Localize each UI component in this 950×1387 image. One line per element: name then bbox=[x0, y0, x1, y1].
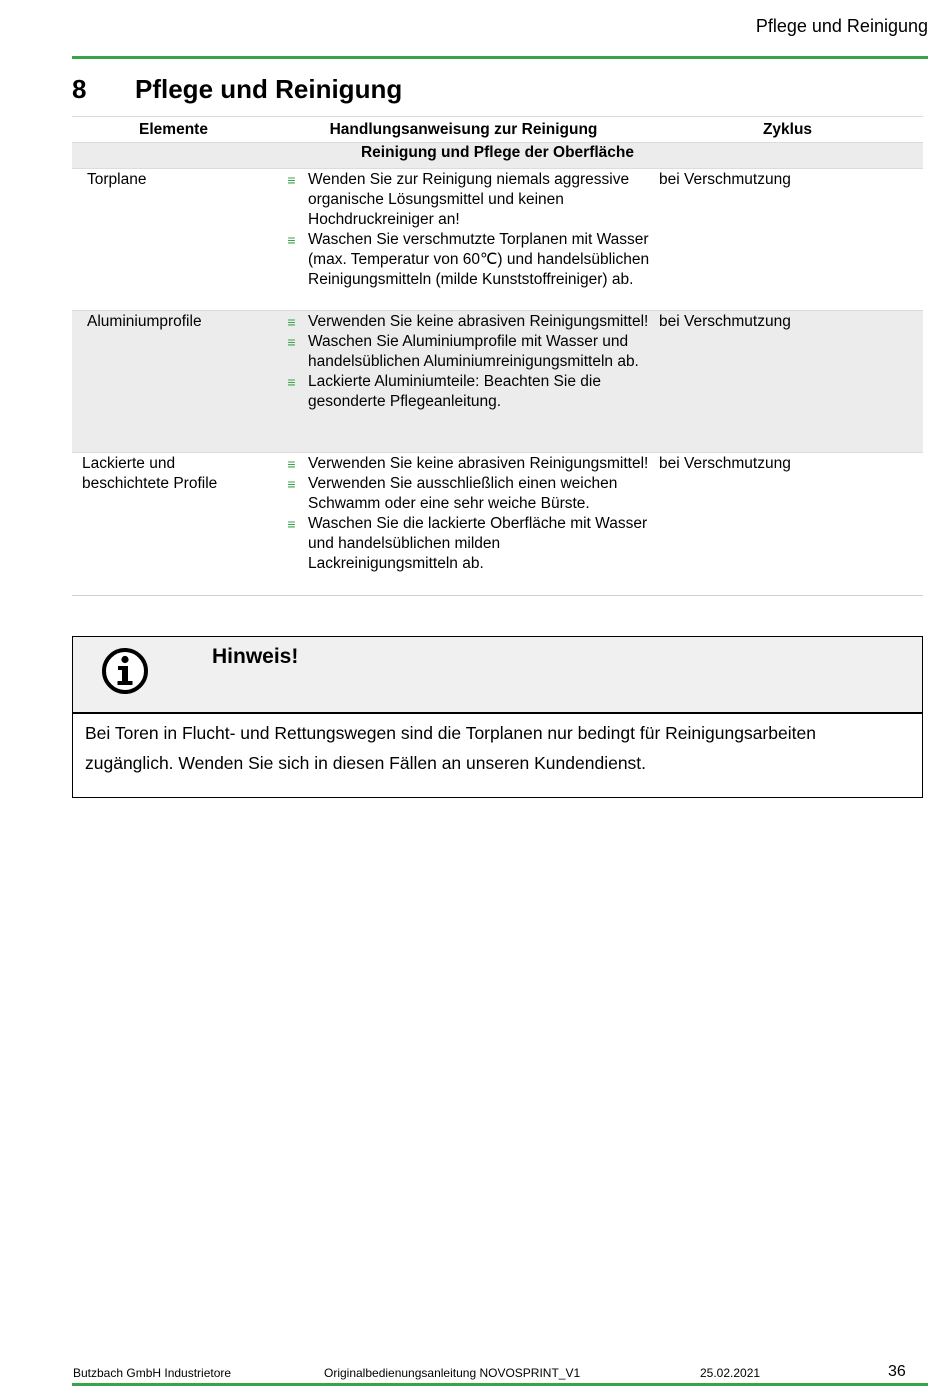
column-header-cycle: Zyklus bbox=[652, 117, 923, 143]
table-row bbox=[72, 169, 923, 311]
instruction-text: Verwenden Sie ausschließlich einen weichen Schwamm oder eine sehr weiche Bürste. bbox=[308, 475, 618, 512]
list-item bbox=[275, 230, 652, 290]
footer-company: Butzbach GmbH Industrietore bbox=[73, 1366, 232, 1380]
bullet-icon: ≡ bbox=[287, 232, 296, 248]
instruction-text: Lackierte Aluminiumteile: Beachten Sie die gesonderte Pflegeanleitung. bbox=[308, 373, 601, 410]
footer-date: 25.02.2021 bbox=[700, 1366, 761, 1380]
bullet-icon: ≡ bbox=[287, 476, 296, 492]
table-row bbox=[72, 453, 923, 596]
table-header-row bbox=[72, 117, 923, 143]
note-text: Bei Toren in Flucht- und Rettungswegen sind die Torplanen nur bedingt für Reinigungsarbeiten bbox=[85, 723, 816, 743]
column-header-elements: Elemente bbox=[72, 117, 275, 143]
section-heading: Reinigung und Pflege der Oberfläche bbox=[72, 143, 923, 169]
section-row bbox=[72, 143, 923, 169]
note-title: Hinweis! bbox=[212, 645, 299, 668]
element-name: Lackierte und bbox=[82, 455, 176, 472]
chapter-number: 8 bbox=[72, 74, 87, 104]
note-body bbox=[73, 714, 922, 778]
instruction-text: Waschen Sie Aluminiumprofile mit Wasser und handelsüblichen Aluminiumreinigungsmitteln ab. bbox=[308, 333, 639, 370]
bullet-icon: ≡ bbox=[287, 456, 296, 472]
list-item bbox=[275, 170, 652, 230]
running-header: Pflege und Reinigung bbox=[755, 16, 928, 36]
column-header-instructions: Handlungsanweisung zur Reinigung bbox=[275, 117, 652, 143]
cycle-cell bbox=[652, 311, 923, 453]
list-item bbox=[275, 332, 652, 372]
element-cell bbox=[72, 311, 275, 453]
cleaning-table bbox=[72, 116, 923, 596]
instruction-cell bbox=[275, 453, 652, 596]
instruction-list bbox=[275, 169, 652, 290]
cycle-text: bei Verschmutzung bbox=[659, 313, 791, 330]
instruction-text: Wenden Sie zur Reinigung niemals aggressive organische Lösungsmittel und keinen Hochdruckreiniger an! bbox=[308, 171, 630, 228]
bullet-icon: ≡ bbox=[287, 314, 296, 330]
note-header bbox=[73, 637, 922, 714]
instruction-text: Waschen Sie die lackierte Oberfläche mit Wasser und handelsüblichen milden Lackreinigungsmitteln ab. bbox=[308, 515, 648, 572]
bullet-icon: ≡ bbox=[287, 334, 296, 350]
bullet-icon: ≡ bbox=[287, 172, 296, 188]
element-name: beschichtete Profile bbox=[82, 475, 218, 492]
header-rule bbox=[72, 56, 928, 59]
bullet-icon: ≡ bbox=[287, 374, 296, 390]
table-row bbox=[72, 311, 923, 453]
element-cell bbox=[72, 169, 275, 311]
footer-document: Originalbedienungsanleitung NOVOSPRINT_V1 bbox=[324, 1366, 581, 1380]
element-name: Aluminiumprofile bbox=[87, 313, 202, 330]
note-text: zugänglich. Wenden Sie sich in diesen Fällen an unseren Kundendienst. bbox=[85, 753, 647, 773]
list-item bbox=[275, 454, 652, 474]
list-item bbox=[275, 474, 652, 514]
list-item bbox=[275, 514, 652, 574]
cycle-text: bei Verschmutzung bbox=[659, 455, 791, 472]
note-box bbox=[72, 636, 923, 798]
bullet-icon: ≡ bbox=[287, 516, 296, 532]
info-icon bbox=[101, 647, 149, 695]
chapter-title: Pflege und Reinigung bbox=[135, 74, 403, 104]
cycle-text: bei Verschmutzung bbox=[659, 171, 791, 188]
instruction-text: Verwenden Sie keine abrasiven Reinigungsmittel! bbox=[308, 313, 649, 330]
list-item bbox=[275, 312, 652, 332]
instruction-cell bbox=[275, 311, 652, 453]
instruction-text: Waschen Sie verschmutzte Torplanen mit Wasser (max. Temperatur von 60℃) und handelsüblichen Reinigungsmitteln (milde Kunststoffreiniger) ab. bbox=[308, 231, 650, 288]
element-name: Torplane bbox=[87, 171, 147, 188]
element-cell bbox=[72, 453, 275, 596]
instruction-cell bbox=[275, 169, 652, 311]
footer-rule bbox=[72, 1383, 928, 1386]
cycle-cell bbox=[652, 169, 923, 311]
list-item bbox=[275, 372, 652, 412]
cycle-cell bbox=[652, 453, 923, 596]
page-number: 36 bbox=[888, 1363, 906, 1380]
instruction-list bbox=[275, 453, 652, 574]
instruction-text: Verwenden Sie keine abrasiven Reinigungsmittel! bbox=[308, 455, 649, 472]
instruction-list bbox=[275, 311, 652, 412]
